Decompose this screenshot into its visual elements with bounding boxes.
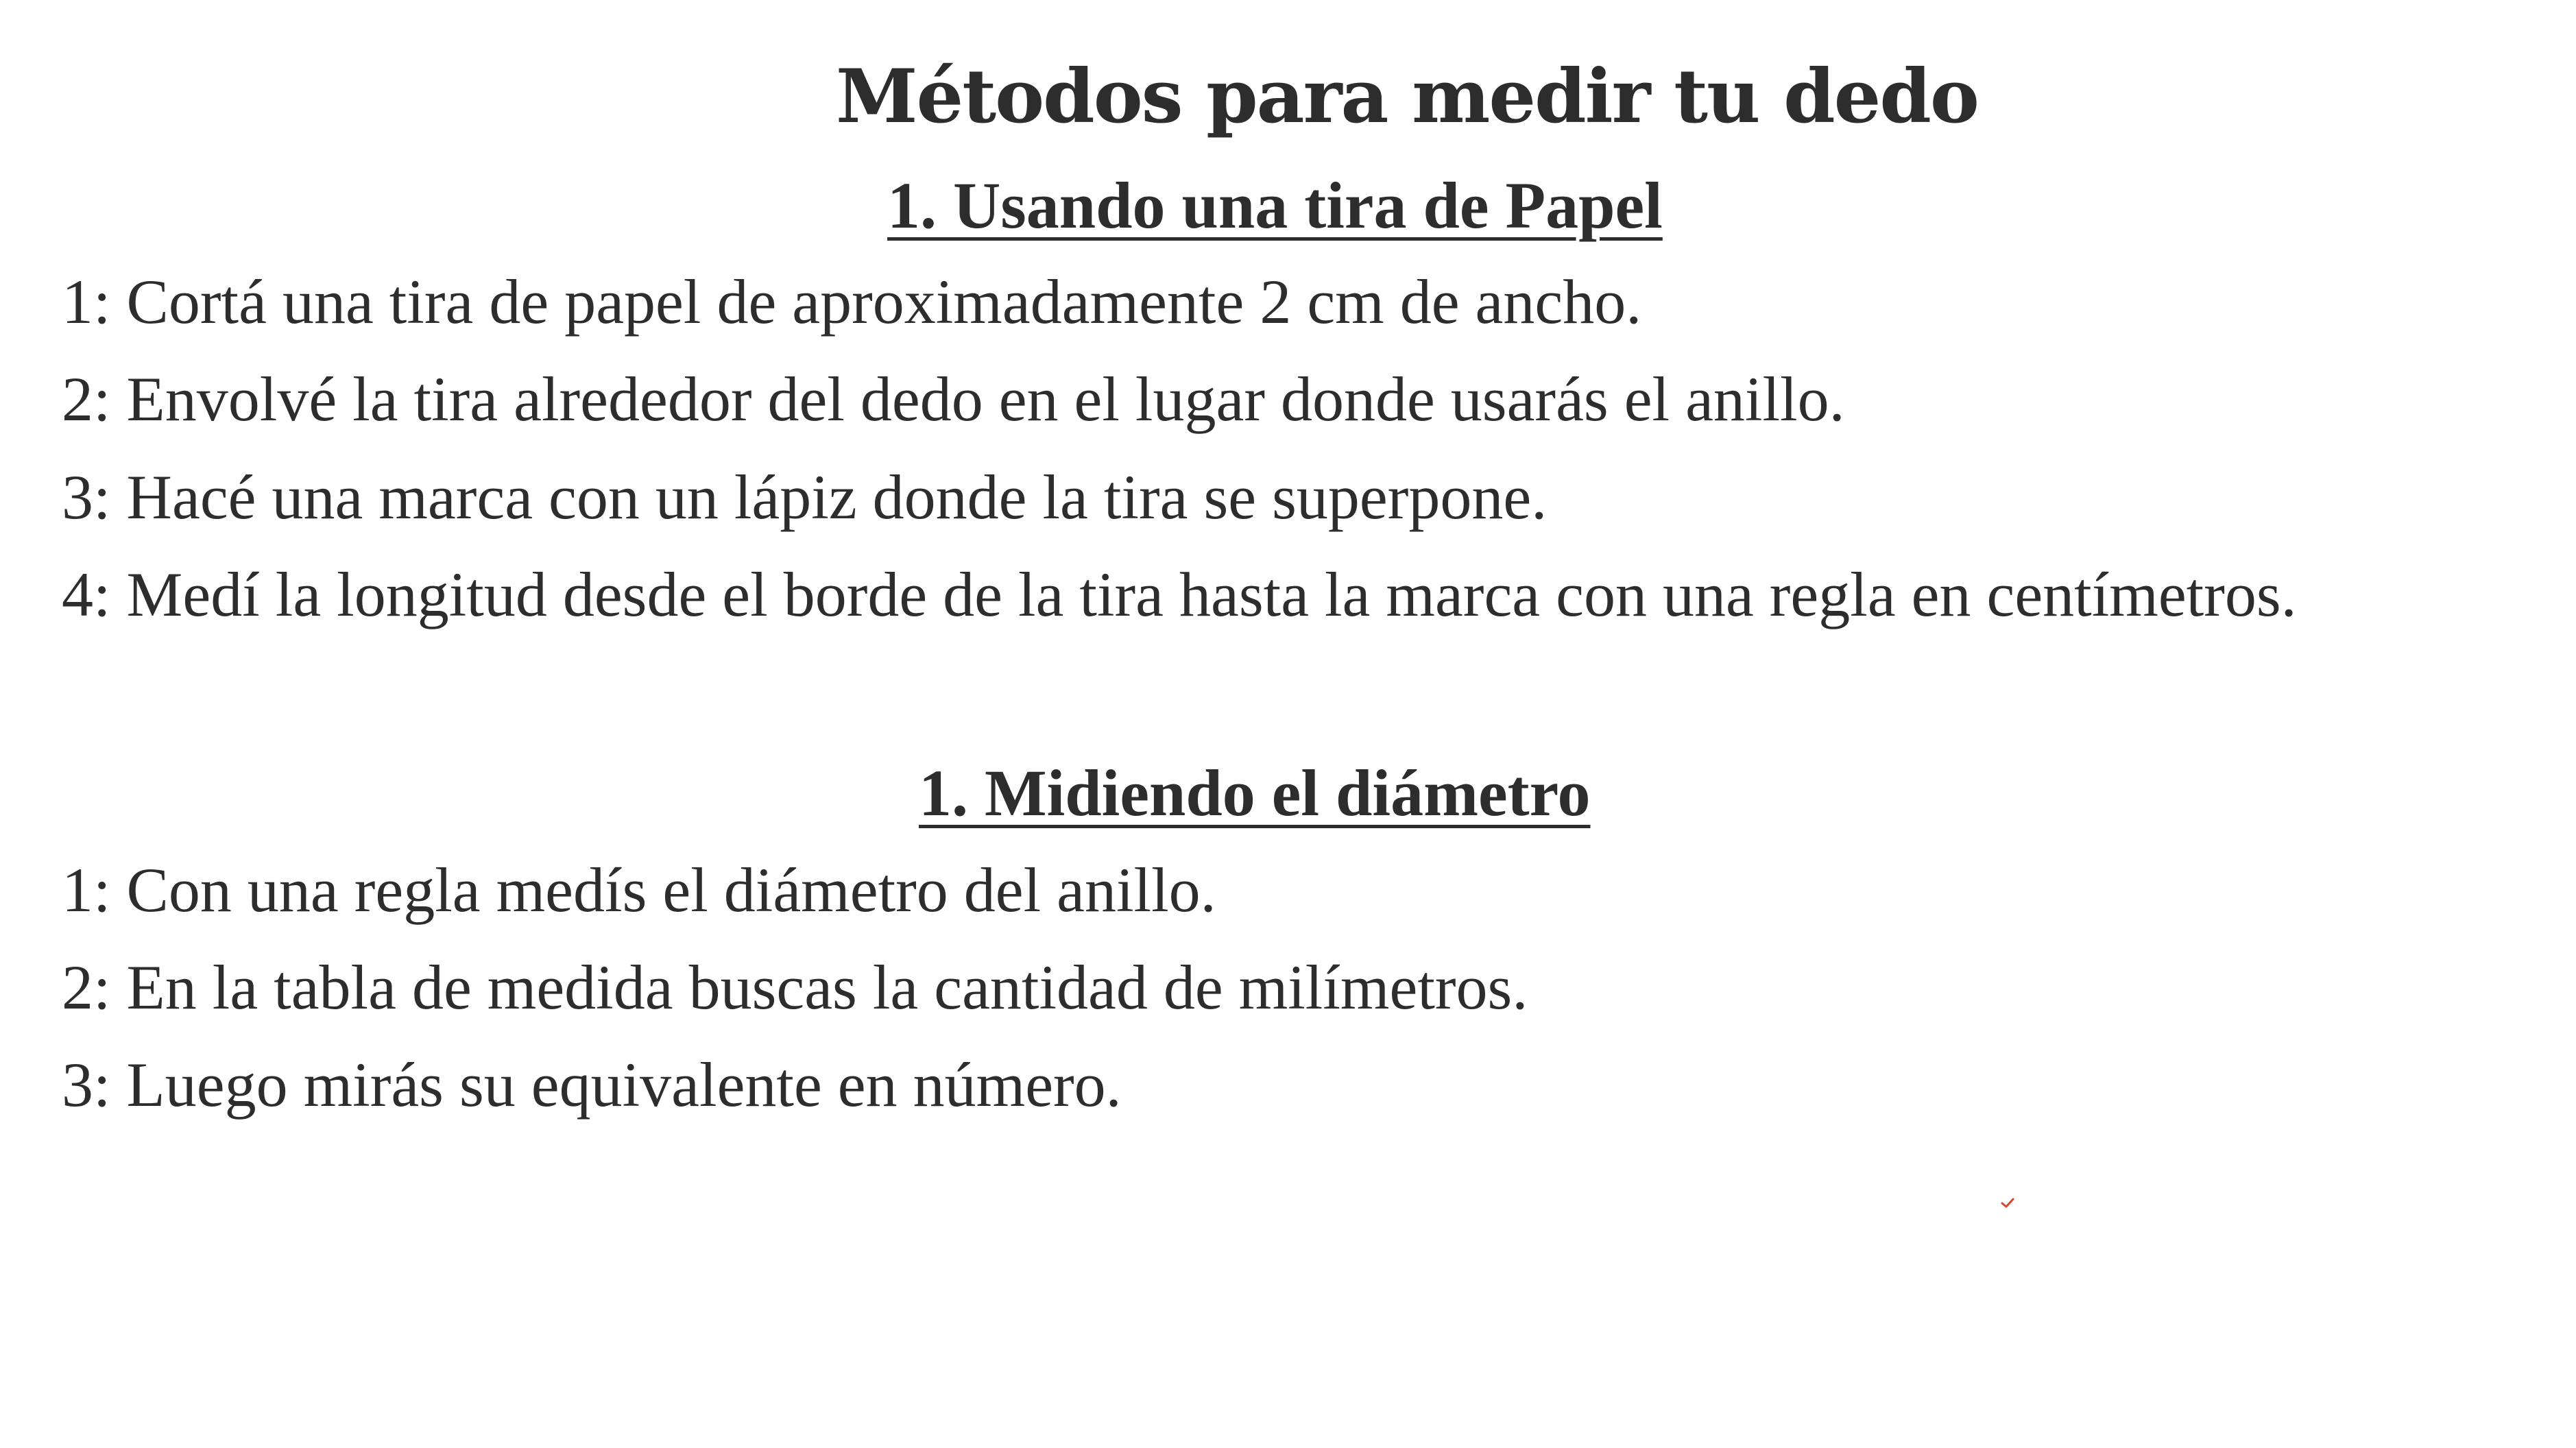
paper-strip-step-1: 1: Cortá una tira de papel de aproximadamente 2 cm de ancho. xyxy=(62,267,1642,337)
section-heading-diameter: 1. Midiendo el diámetro xyxy=(919,756,1591,830)
check-icon xyxy=(2001,1198,2014,1209)
section-heading-paper-strip: 1. Usando una tira de Papel xyxy=(887,169,1663,242)
diameter-step-1: 1: Con una regla medís el diámetro del anillo. xyxy=(62,855,1216,925)
paper-strip-step-3: 3: Hacé una marca con un lápiz donde la tira se superpone. xyxy=(62,462,1548,532)
page-title: Métodos para medir tu dedo xyxy=(836,53,1978,140)
diameter-step-3: 3: Luego mirás su equivalente en número. xyxy=(62,1050,1122,1120)
paper-strip-step-2: 2: Envolvé la tira alrededor del dedo en el lugar donde usarás el anillo. xyxy=(62,364,1845,434)
paper-strip-step-4: 4: Medí la longitud desde el borde de la tira hasta la marca con una regla en centímetros. xyxy=(62,559,2297,629)
diameter-step-2: 2: En la tabla de medida buscas la cantidad de milímetros. xyxy=(62,952,1528,1022)
